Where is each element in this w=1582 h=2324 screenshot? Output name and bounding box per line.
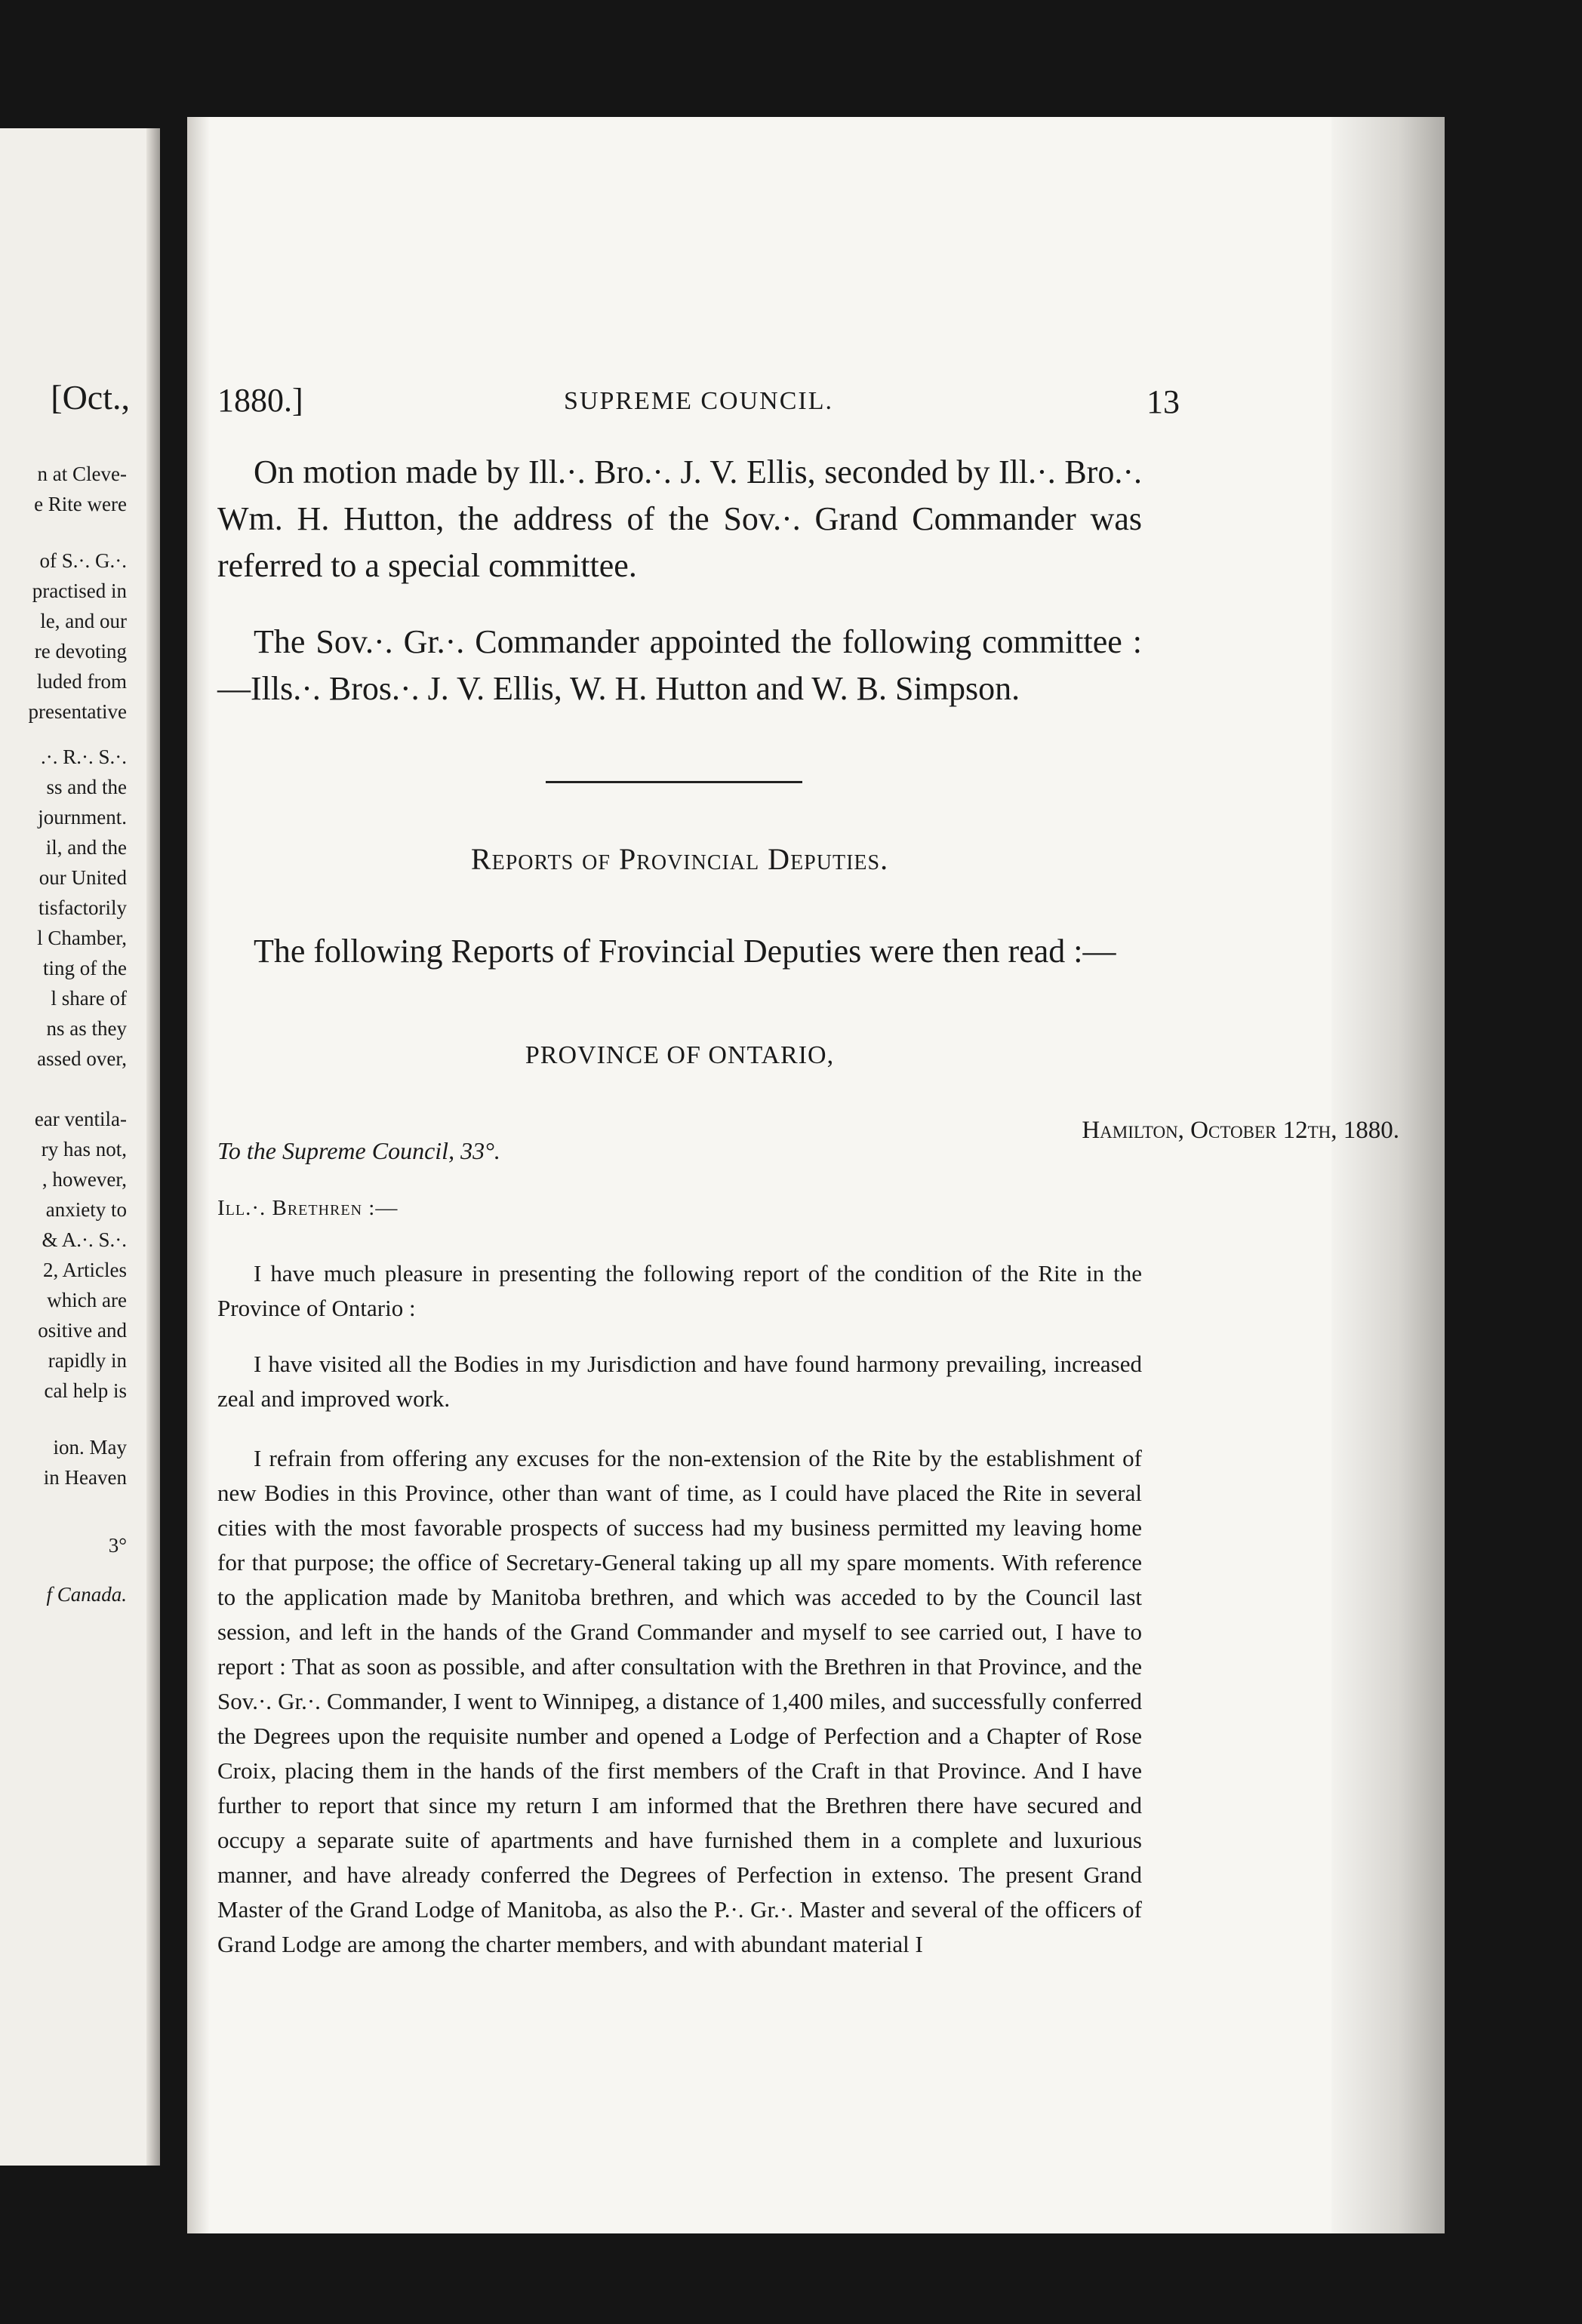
left-page-line: .·. R.·. S.·. [41,745,127,768]
left-page-line: anxiety to [45,1198,127,1221]
report-paragraph-1: I have much pleasure in presenting the following report of the condition of the Rite in the Province of Ontario : [217,1260,1142,1321]
dateline: Hamilton, October 12th, 1880. [1082,1117,1399,1144]
left-page-line: 2, Articles [43,1259,127,1281]
left-page-line: our United [38,866,127,889]
running-head-title: SUPREME COUNCIL. [564,387,833,415]
left-page-line: , however, [42,1168,127,1191]
left-page-line: e Rite were [34,493,127,515]
left-facing-page [0,128,160,2166]
page-number: 13 [1146,383,1180,420]
left-page-line: l Chamber, [37,927,127,949]
left-page-line: il, and the [45,836,127,859]
left-page-line: ry has not, [41,1138,127,1160]
running-head [217,381,1180,426]
left-page-line: journment. [38,806,127,828]
left-page-line: re devoting [34,640,127,662]
paragraph-committee: The Sov.·. Gr.·. Commander appointed the following committee :—Ills.·. Bros.·. J. V. Ellis, W. H. Hutton and W. B. Simpson. [217,623,1142,707]
left-page-line: ting of the [43,957,127,979]
left-page-line: ion. May [53,1436,127,1459]
left-page-line: ns as they [46,1017,127,1040]
left-page-line: presentative [28,700,127,723]
left-page-line: l share of [51,987,127,1010]
left-page-line: assed over, [37,1047,127,1070]
page-inner-shadow [187,117,210,2233]
addressee: To the Supreme Council, 33°. [217,1137,500,1164]
main-page [187,117,1445,2233]
report-paragraph-2: I have visited all the Bodies in my Jurisdiction and have found harmony prevailing, increased zeal and improved work. [217,1351,1142,1412]
left-page-line: le, and our [40,610,127,632]
left-page-line: f Canada. [46,1583,127,1606]
left-page-line: luded from [36,670,127,693]
section-heading: Reports of Provincial Deputies. [470,842,889,876]
left-page-line: ss and the [46,776,127,798]
left-page-line: which are [47,1289,127,1311]
left-page-line: tisfactorily [38,896,127,919]
left-page-line: practised in [32,579,127,602]
left-page-gutter [146,128,160,2166]
left-page-line: in Heaven [43,1466,127,1489]
page-stack-edge [1331,117,1445,2233]
left-page-line: rapidly in [48,1349,127,1372]
paragraph-motion: On motion made by Ill.·. Bro.·. J. V. Ellis, seconded by Ill.·. Bro.·. Wm. H. Hutton, the address of the Sov.·. Grand Commander was referred to a special committee. [217,453,1142,584]
left-page-line: 3° [108,1534,127,1557]
left-page-heading: [Oct., [51,378,130,417]
paragraph-reports-intro: The following Reports of Frovincial Deputies were then read :— [254,933,1116,970]
left-page-line: cal help is [44,1379,127,1402]
left-page-line: n at Cleve- [37,463,127,485]
running-head-year: 1880.] [217,382,303,419]
report-paragraph-3: I refrain from offering any excuses for the non-extension of the Rite by the establishment of new Bodies in this Province, other than want of time, as I could have placed the Rite in several cities with the most favorable prospects of success had my business permitted my leaving home for that purpose; the office of Secretary-General taking up all my spare moments. With reference to the application made by Manitoba brethren, and which was acceded to by the Council last session, and left in the hands of the Grand Commander and myself to see carried out, I have to report : That as soon as possible, and after consultation with the Brethren in that Province, and the Sov.·. Gr.·. Commander, I went to Winnipeg, a distance of 1,400 miles, and successfully conferred the Degrees upon the requisite number and opened a Lodge of Perfection and a Chapter of Rose Croix, placing them in the hands of the first members of the Craft in that Province. And I have further to report that since my return I am informed that the Brethren there have secured and occupy a separate suite of apartments and have furnished them in a complete and luxurious manner, and have already conferred the Degrees of Perfection in extenso. The present Grand Master of the Grand Lodge of Manitoba, as also the P.·. Gr.·. Master and several of the officers of Grand Lodge are among the charter members, and with abundant material I [217,1445,1142,1957]
section-divider [546,781,802,783]
left-page-line: & A.·. S.·. [42,1228,127,1251]
left-page-line: of S.·. G.·. [39,549,127,572]
left-page-line: ear ventila- [34,1108,127,1130]
left-page-line: ositive and [38,1319,127,1342]
province-heading: PROVINCE OF ONTARIO, [525,1041,835,1069]
salutation: Ill.·. Brethren :— [217,1196,399,1220]
